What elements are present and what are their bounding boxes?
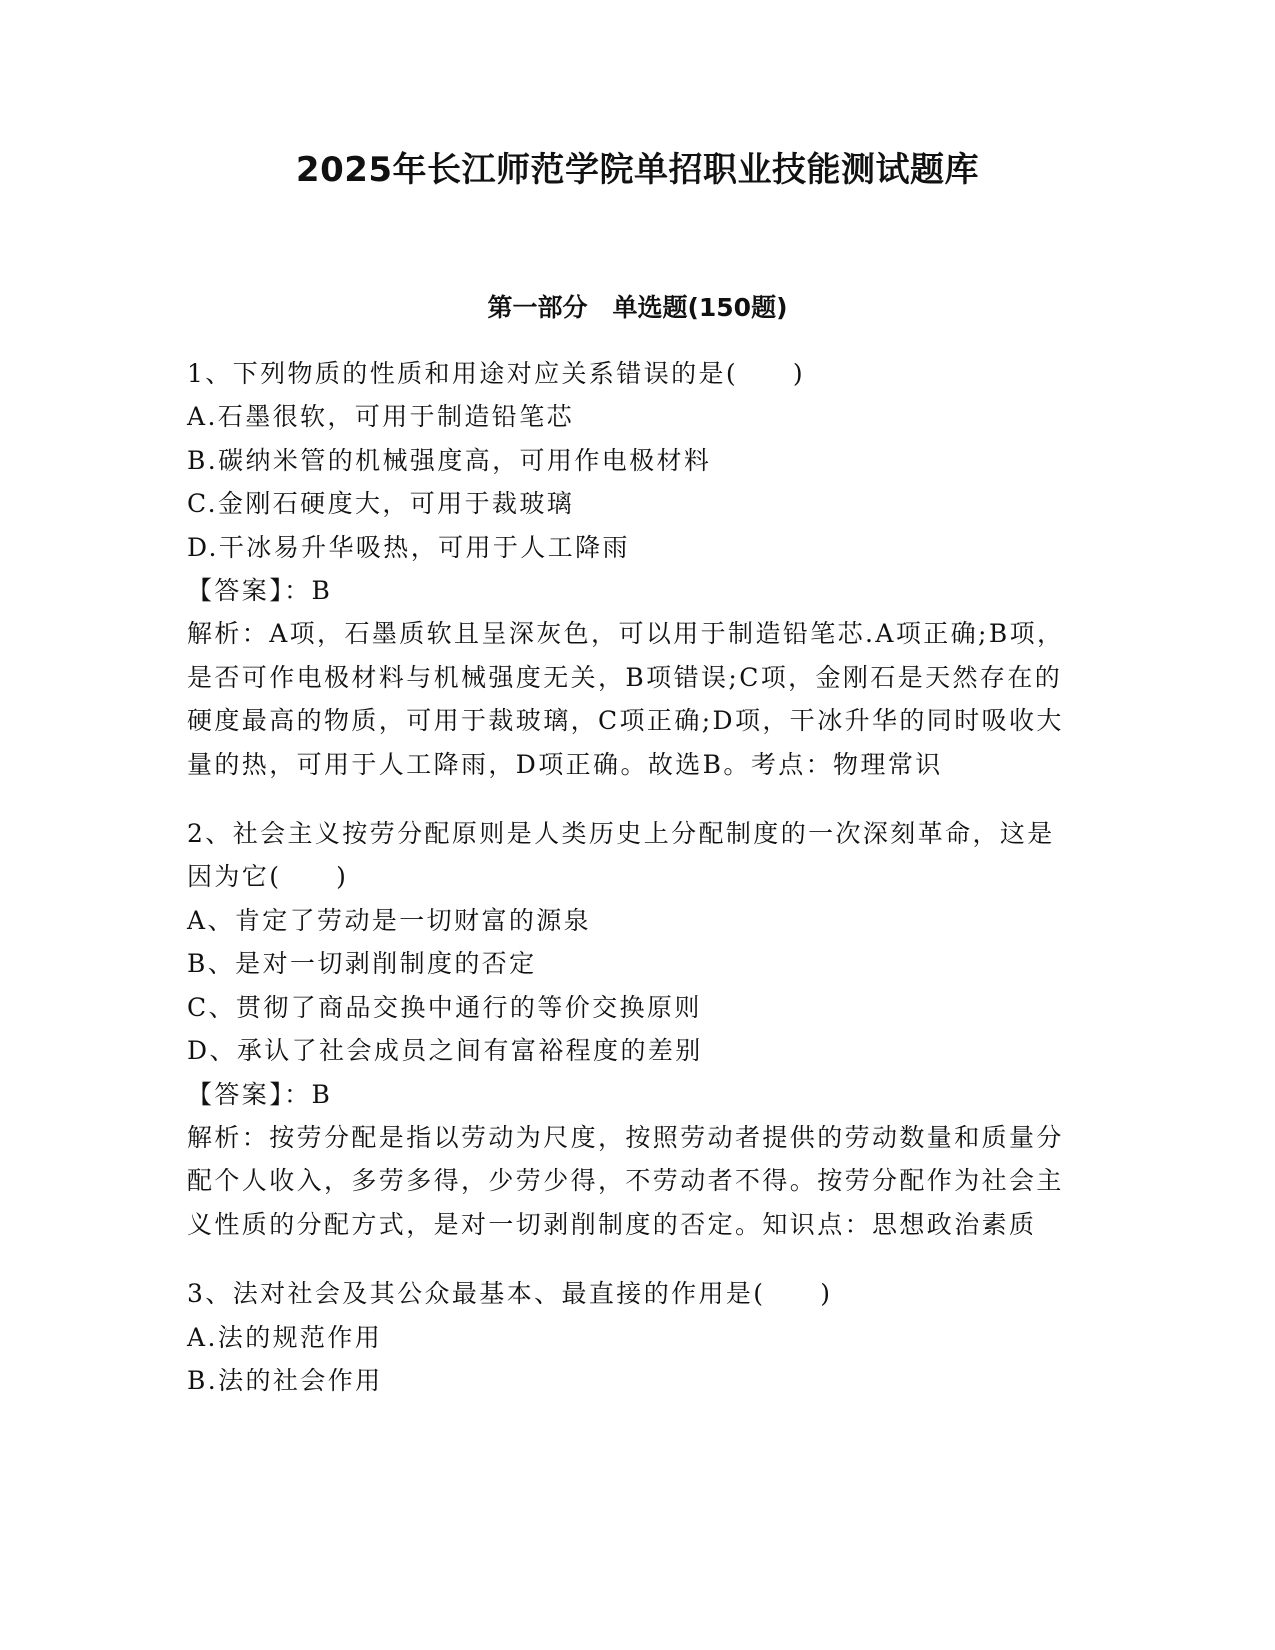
option-d: D、承认了社会成员之间有富裕程度的差别 [187, 1036, 703, 1066]
option-a: A、肯定了劳动是一切财富的源泉 [187, 905, 592, 935]
analysis-text: 解析：按劳分配是指以劳动为尺度，按照劳动者提供的劳动数量和质量分配个人收入，多劳多得，少劳少得，不劳动者不得。按劳分配作为社会主义性质的分配方式，是对一切剥削制度的否定。知识点：思想政治素质 [187, 1122, 1064, 1239]
option-a: A.石墨很软，可用于制造铅笔芯 [187, 402, 575, 432]
option-b: B.碳纳米管的机械强度高，可用作电极材料 [187, 445, 712, 475]
question-list [187, 352, 1077, 1428]
option-b: B.法的社会作用 [187, 1365, 383, 1395]
option-c: C.金刚石硬度大，可用于裁玻璃 [187, 489, 575, 519]
question-1 [187, 352, 1077, 786]
question-2 [187, 812, 1077, 1246]
section-heading: 第一部分 单选题(150题) [487, 293, 788, 322]
question-stem: 2、社会主义按劳分配原则是人类历史上分配制度的一次深刻革命，这是因为它( ) [187, 819, 1055, 892]
document-title: 2025年长江师范学院单招职业技能测试题库 [295, 150, 980, 190]
question-3 [187, 1272, 1077, 1402]
answer-label: 【答案】：B [187, 576, 333, 606]
option-a: A.法的规范作用 [187, 1322, 383, 1352]
question-stem: 3、法对社会及其公众最基本、最直接的作用是( ) [187, 1279, 833, 1309]
option-d: D.干冰易升华吸热，可用于人工降雨 [187, 532, 630, 562]
option-c: C、贯彻了商品交换中通行的等价交换原则 [187, 992, 702, 1022]
analysis-text: 解析：A项，石墨质软且呈深灰色，可以用于制造铅笔芯.A项正确;B项，是否可作电极材料与机械强度无关，B项错误;C项，金刚石是天然存在的硬度最高的物质，可用于裁玻璃，C项正确;D项，干冰升华的同时吸收大量的热，可用于人工降雨，D项正确。故选B。考点：物理常识 [187, 619, 1065, 779]
answer-label: 【答案】：B [187, 1079, 333, 1109]
option-b: B、是对一切剥削制度的否定 [187, 949, 537, 979]
question-stem: 1、下列物质的性质和用途对应关系错误的是( ) [187, 359, 806, 388]
